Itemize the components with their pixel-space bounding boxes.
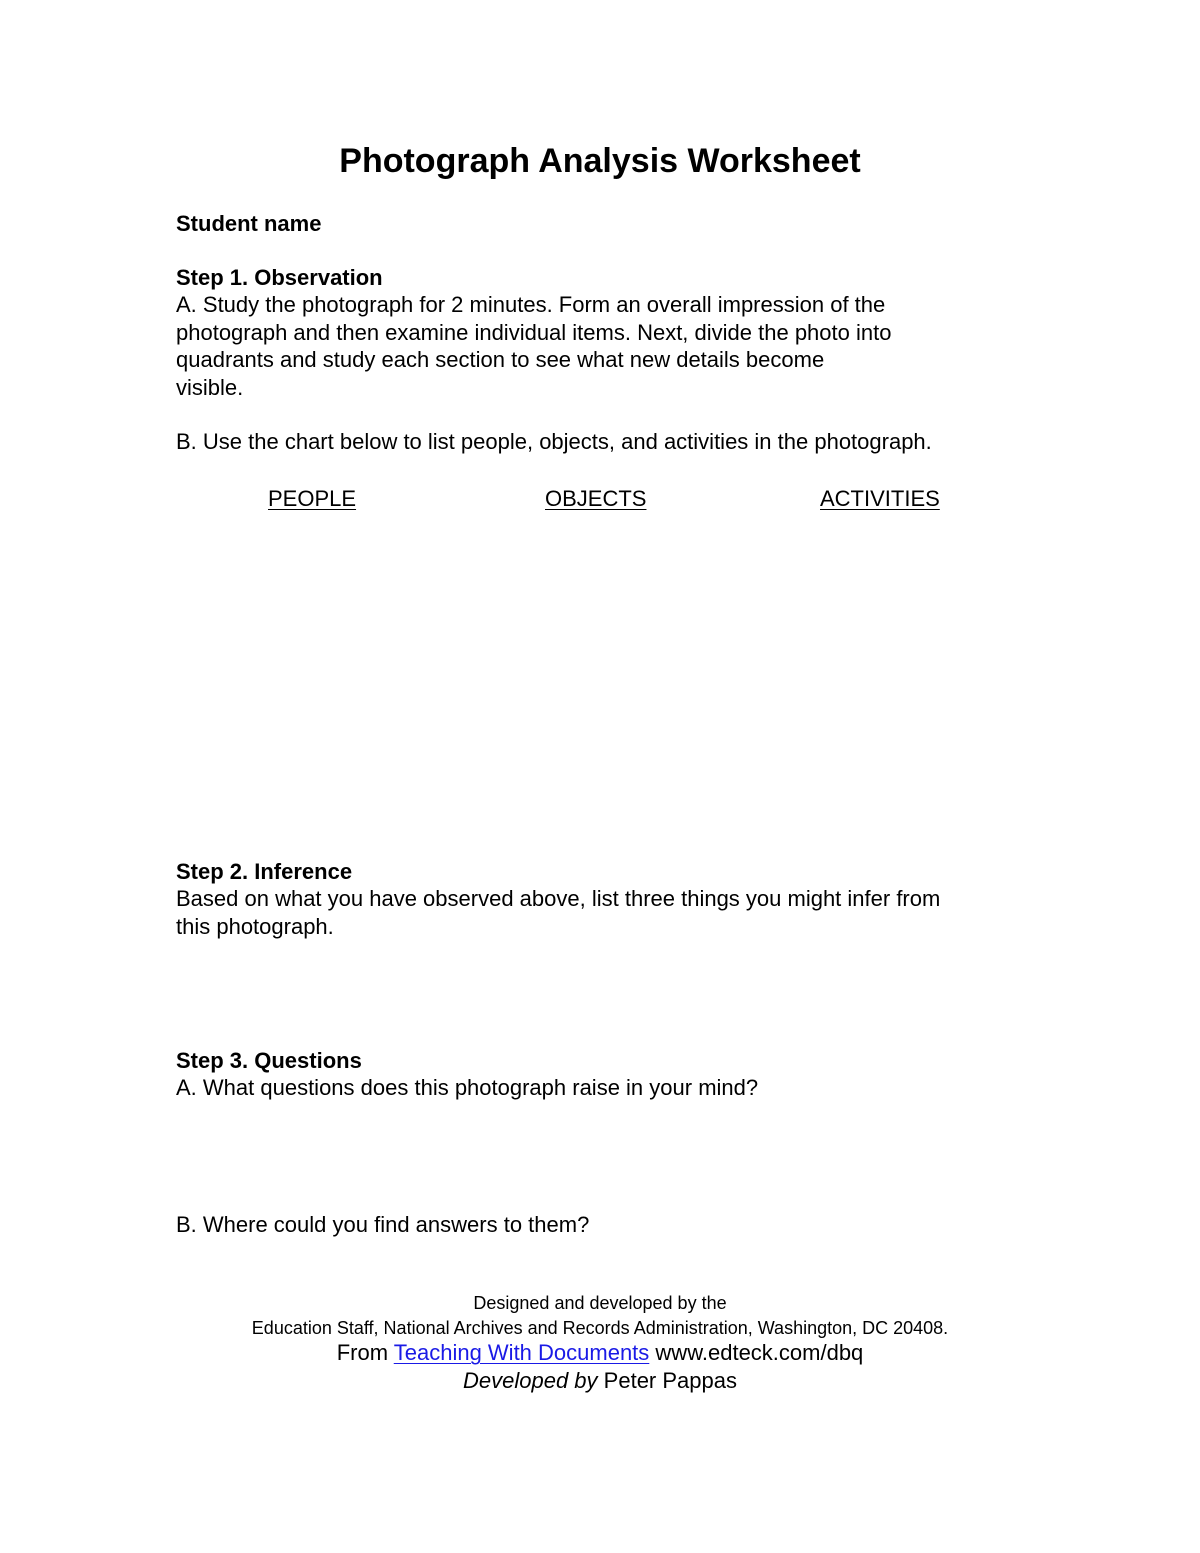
credits-line-designed: Designed and developed by the: [473, 1293, 727, 1313]
step1-part-a-line: quadrants and study each section to see what new details become: [176, 347, 825, 372]
step2-prompt-line: this photograph.: [176, 913, 334, 939]
source-url: www.edteck.com/dbq: [655, 1340, 864, 1365]
step1-part-a-line: visible.: [176, 374, 244, 400]
step2-prompt-line: Based on what you have observed above, list three things you might infer from: [176, 886, 941, 911]
teaching-with-documents-link[interactable]: Teaching With Documents: [393, 1340, 650, 1365]
credits-line-organization: Education Staff, National Archives and Records Administration, Washington, DC 20408.: [251, 1318, 949, 1338]
credits-line-developer: [0, 1367, 1200, 1395]
student-name-label: Student name: [176, 211, 322, 236]
developer-name: Peter Pappas: [603, 1368, 737, 1393]
credits-line-source: [0, 1339, 1200, 1367]
column-heading-people: PEOPLE: [268, 486, 357, 511]
step2-prompt: [176, 885, 1016, 940]
step1-part-a-line: photograph and then examine individual items. Next, divide the photo into: [176, 319, 892, 345]
developed-by-label: Developed by: [463, 1368, 598, 1393]
step2-heading: Step 2. Inference: [176, 859, 353, 884]
step1-heading: Step 1. Observation: [176, 265, 383, 290]
column-heading-activities: ACTIVITIES: [820, 486, 940, 511]
source-prefix: From: [336, 1340, 389, 1365]
column-heading-objects: OBJECTS: [545, 486, 647, 511]
step3-heading: Step 3. Questions: [176, 1048, 362, 1073]
page-title: Photograph Analysis Worksheet: [339, 142, 861, 180]
step1-part-a: [176, 291, 1016, 401]
step1-part-a-line: A. Study the photograph for 2 minutes. Form an overall impression of the: [176, 292, 886, 317]
step3-part-b: B. Where could you find answers to them?: [176, 1212, 590, 1237]
step1-part-b: B. Use the chart below to list people, objects, and activities in the photograph.: [176, 429, 932, 454]
step3-part-a: A. What questions does this photograph raise in your mind?: [176, 1075, 759, 1100]
